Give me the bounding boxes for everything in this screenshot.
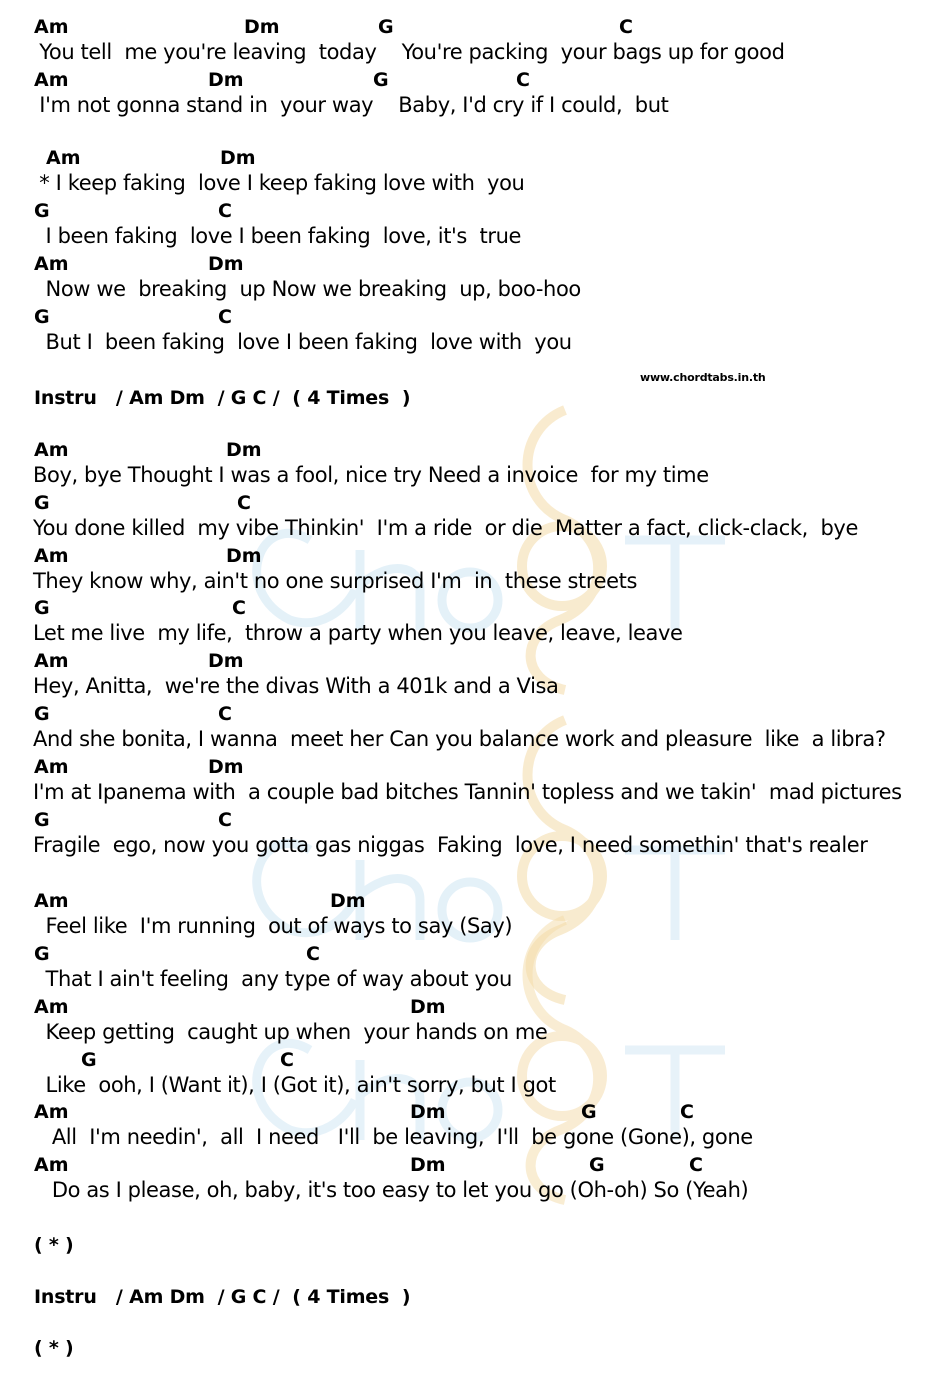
- chord-row: [0, 1049, 930, 1071]
- chord-row: [0, 890, 930, 912]
- chord-row: [0, 200, 930, 222]
- chord-row: [0, 492, 930, 514]
- chord-label: Am: [34, 1101, 69, 1123]
- chord-label: G: [581, 1101, 597, 1123]
- section-marker: Instru / Am Dm / G C / ( 4 Times ): [34, 387, 411, 409]
- chord-row: [0, 597, 930, 619]
- lyric-line: That I ain't feeling any type of way about you: [33, 967, 512, 991]
- chord-label: Am: [34, 996, 69, 1018]
- chord-label: Am: [34, 69, 69, 91]
- lyric-line: Feel like I'm running out of ways to say (Say): [33, 914, 513, 938]
- lyric-line: Do as I please, oh, baby, it's too easy to let you go (Oh-oh) So (Yeah): [33, 1178, 749, 1202]
- chord-label: Dm: [244, 16, 280, 38]
- chord-label: C: [218, 200, 232, 222]
- chord-label: Am: [34, 756, 69, 778]
- chord-label: Am: [34, 545, 69, 567]
- lyric-line: Keep getting caught up when your hands on me: [33, 1020, 548, 1044]
- lyric-line: Now we breaking up Now we breaking up, boo-hoo: [33, 277, 581, 301]
- chord-label: C: [218, 809, 232, 831]
- lyric-line: I'm not gonna stand in your way Baby, I'd cry if I could, but: [33, 93, 669, 117]
- chord-label: C: [306, 943, 320, 965]
- chord-label: Am: [34, 650, 69, 672]
- chord-row: [0, 16, 930, 38]
- chord-row: [0, 996, 930, 1018]
- chord-label: C: [237, 492, 251, 514]
- lyric-line: I'm at Ipanema with a couple bad bitches Tannin' topless and we takin' mad pictures: [33, 780, 902, 804]
- chord-label: Am: [34, 439, 69, 461]
- lyric-line: Let me live my life, throw a party when you leave, leave, leave: [33, 621, 683, 645]
- chord-label: G: [589, 1154, 605, 1176]
- chord-label: G: [34, 200, 50, 222]
- chord-label: G: [373, 69, 389, 91]
- lyric-line: Hey, Anitta, we're the divas With a 401k and a Visa: [33, 674, 559, 698]
- lyric-line: And she bonita, I wanna meet her Can you balance work and pleasure like a libra?: [33, 727, 886, 751]
- chord-row: [0, 703, 930, 725]
- chord-label: C: [218, 306, 232, 328]
- lyric-line: You done killed my vibe Thinkin' I'm a ride or die Matter a fact, click-clack, bye: [33, 516, 858, 540]
- section-marker: Instru / Am Dm / G C / ( 4 Times ): [34, 1286, 411, 1308]
- lyric-line: Boy, bye Thought I was a fool, nice try Need a invoice for my time: [33, 463, 709, 487]
- chord-label: G: [34, 306, 50, 328]
- section-marker: ( * ): [34, 1234, 74, 1256]
- chord-label: Dm: [410, 1154, 446, 1176]
- chord-label: C: [680, 1101, 694, 1123]
- chord-label: G: [81, 1049, 97, 1071]
- lyric-line: They know why, ain't no one surprised I'm in these streets: [33, 569, 638, 593]
- chord-label: C: [619, 16, 633, 38]
- lyric-line: You tell me you're leaving today You're packing your bags up for good: [33, 40, 785, 64]
- chord-label: Am: [46, 147, 81, 169]
- chord-row: [0, 439, 930, 461]
- chord-label: G: [34, 492, 50, 514]
- chord-label: Dm: [220, 147, 256, 169]
- chord-row: [0, 1154, 930, 1176]
- chord-label: Am: [34, 253, 69, 275]
- chord-label: C: [218, 703, 232, 725]
- chord-row: [0, 809, 930, 831]
- chord-label: C: [280, 1049, 294, 1071]
- chord-row: [0, 1101, 930, 1123]
- chord-label: C: [232, 597, 246, 619]
- lyric-line: * I keep faking love I keep faking love with you: [33, 171, 525, 195]
- chord-label: Am: [34, 1154, 69, 1176]
- chord-label: Dm: [208, 650, 244, 672]
- chord-row: [0, 943, 930, 965]
- chord-label: G: [34, 597, 50, 619]
- chord-row: [0, 756, 930, 778]
- site-credit: www.chordtabs.in.th: [640, 371, 766, 384]
- chord-label: Dm: [330, 890, 366, 912]
- chord-row: [0, 545, 930, 567]
- chord-row: [0, 253, 930, 275]
- chord-label: Dm: [226, 439, 262, 461]
- chord-label: Dm: [208, 253, 244, 275]
- chord-label: C: [516, 69, 530, 91]
- chord-label: G: [378, 16, 394, 38]
- section-marker: ( * ): [34, 1337, 74, 1359]
- chord-row: [0, 306, 930, 328]
- chord-label: G: [34, 809, 50, 831]
- chord-label: Dm: [226, 545, 262, 567]
- chord-label: Dm: [410, 1101, 446, 1123]
- chord-label: Dm: [410, 996, 446, 1018]
- chord-label: Am: [34, 890, 69, 912]
- chord-row: [0, 147, 930, 169]
- chord-row: [0, 69, 930, 91]
- lyric-line: All I'm needin', all I need I'll be leaving, I'll be gone (Gone), gone: [33, 1125, 753, 1149]
- chord-label: Dm: [208, 756, 244, 778]
- chord-label: C: [689, 1154, 703, 1176]
- chord-row: [0, 650, 930, 672]
- lyric-line: Fragile ego, now you gotta gas niggas Faking love, I need somethin' that's realer: [33, 833, 868, 857]
- chord-label: Am: [34, 16, 69, 38]
- lyric-line: I been faking love I been faking love, it's true: [33, 224, 522, 248]
- lyric-line: Like ooh, I (Want it), I (Got it), ain't sorry, but I got: [33, 1073, 556, 1097]
- chord-label: G: [34, 703, 50, 725]
- chord-label: G: [34, 943, 50, 965]
- chord-label: Dm: [208, 69, 244, 91]
- lyric-line: But I been faking love I been faking love with you: [33, 330, 572, 354]
